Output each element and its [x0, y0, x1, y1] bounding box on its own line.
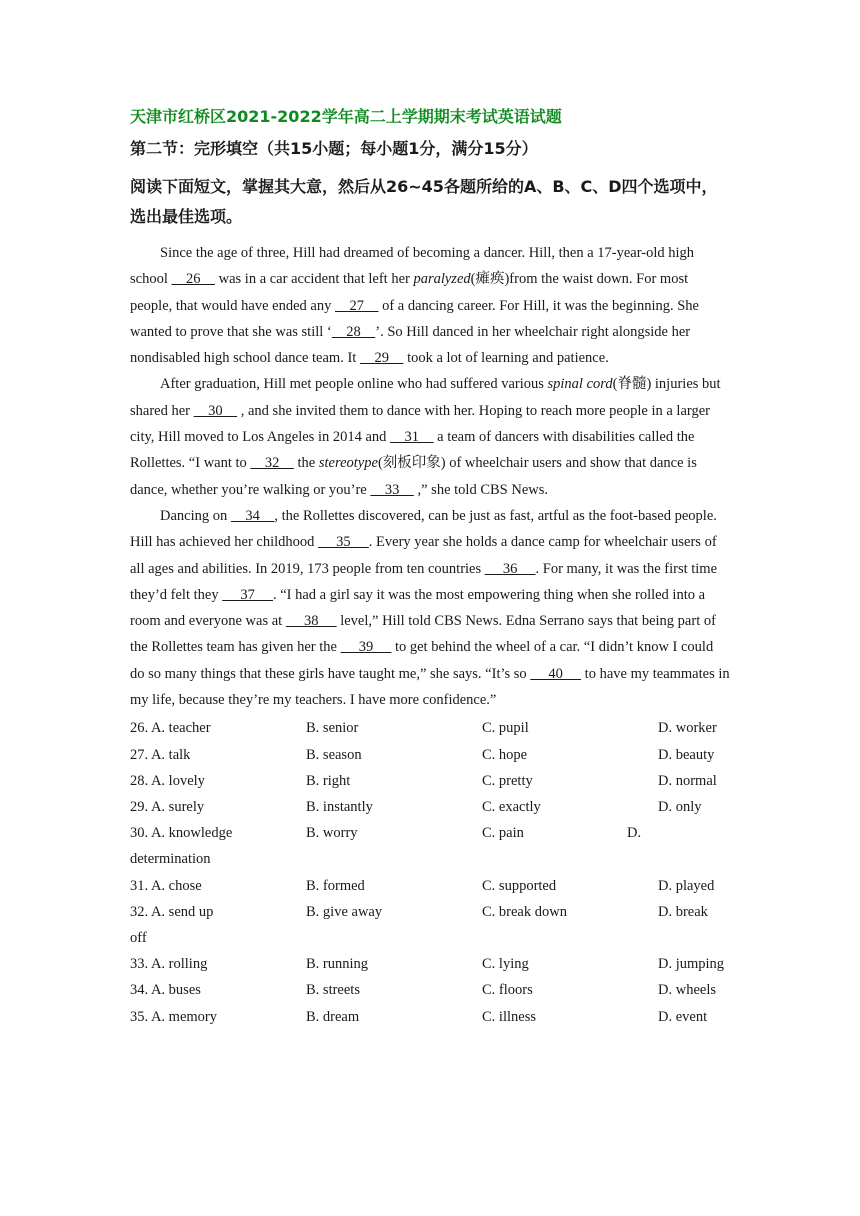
text-run: Since the age of three, Hill had dreamed of becoming a dancer. Hill, then a 17-year-old high school	[130, 245, 695, 288]
blank-39: 39	[340, 639, 392, 656]
option-c: C. exactly	[482, 798, 541, 815]
blank-29: 29	[359, 350, 404, 367]
text-run: , the Rollettes discovered, can be just as fast, artful as the foot-based people. Hill has achieved her childhood	[130, 507, 717, 551]
passage-paragraph-1	[130, 240, 730, 371]
text-run: a team of dancers with disabilities called the Rollettes. “I want to	[130, 429, 695, 472]
option-row	[130, 951, 730, 977]
option-d: D. wheels	[658, 982, 716, 999]
text-run: level,” Hill told CBS News. Edna Serrano says that being part of the Rollettes team has given her the	[130, 613, 716, 656]
text-run: Dancing on	[160, 507, 231, 524]
exam-title: 天津市红桥区2021-2022学年高二上学期期末考试英语试题	[130, 107, 562, 126]
option-a: 32. A. send up	[130, 903, 214, 920]
text-run: was in a car accident that left her	[214, 271, 414, 288]
option-a: 29. A. surely	[130, 798, 205, 815]
option-b: B. give away	[306, 903, 383, 920]
option-b: B. right	[306, 772, 351, 789]
option-a: 31. A. chose	[130, 877, 202, 894]
option-b: B. season	[306, 746, 362, 763]
option-d: D.	[627, 825, 642, 842]
option-row	[130, 899, 730, 925]
option-row	[130, 794, 730, 820]
blank-31: 31	[390, 429, 434, 446]
option-wrap-text: off	[130, 929, 147, 946]
blank-36: 36	[484, 560, 536, 577]
option-d: D. only	[658, 798, 702, 815]
italic-term: paralyzed	[413, 271, 471, 288]
blank-30: 30	[193, 402, 238, 419]
option-d: D. worker	[658, 720, 717, 737]
italic-term: spinal cord	[547, 376, 613, 393]
text-run: . For many, it was the first time they’d felt they	[130, 560, 718, 603]
text-run: . “I had a girl say it was the most empowering thing when she rolled into a room and everyone was at	[130, 586, 706, 630]
option-a: 30. A. knowledge	[130, 825, 233, 842]
text-run: . Every year she holds a dance camp for wheelchair users of all ages and abilities. In 2019, 173 people from ten countries	[130, 534, 717, 577]
option-row	[130, 715, 730, 741]
blank-28: 28	[331, 323, 376, 340]
option-c: C. lying	[482, 956, 529, 973]
text-run: the	[293, 455, 319, 472]
text-run: of a dancing career. For Hill, it was the beginning. She wanted to prove that she was still ‘	[130, 297, 699, 340]
option-b: B. formed	[306, 877, 365, 894]
option-c: C. pain	[482, 825, 524, 842]
blank-26: 26	[171, 271, 215, 288]
option-c: C. pretty	[482, 772, 533, 789]
text-run: ’. So Hill danced in her wheelchair right alongside her nondisabled high school dance team. It	[130, 323, 691, 367]
option-d: D. beauty	[658, 746, 715, 763]
option-d: D. played	[658, 877, 715, 894]
option-c: C. pupil	[482, 720, 529, 737]
option-c: C. hope	[482, 746, 528, 763]
text-run: took a lot of learning and patience.	[403, 350, 609, 367]
option-c: C. floors	[482, 982, 533, 999]
option-row	[130, 820, 730, 846]
text-run: (瘫痪)from the waist down. For most people, that would have ended any	[130, 271, 689, 314]
option-a: 26. A. teacher	[130, 720, 211, 737]
text-run: (刻板印象) of wheelchair users and show that dance is dance, whether you’re walking or you’re	[130, 455, 697, 498]
option-d: D. normal	[658, 772, 717, 789]
option-wrap-text: determination	[130, 851, 211, 868]
option-row	[130, 873, 730, 899]
option-b: B. streets	[306, 982, 360, 999]
text-run: to get behind the wheel of a car. “I didn’t know I could do so many things that these girls have taught me,” she says. “It’s so	[130, 639, 714, 682]
option-a: 27. A. talk	[130, 746, 191, 763]
text-run: (脊髓) injuries but shared her	[130, 376, 721, 419]
option-row	[130, 768, 730, 794]
option-d: D. break	[658, 903, 708, 920]
text-run: After graduation, Hill met people online who had suffered various	[160, 376, 548, 393]
blank-35: 35	[318, 534, 369, 551]
blank-34: 34	[230, 507, 275, 524]
option-a: 28. A. lovely	[130, 772, 205, 789]
option-b: B. senior	[306, 720, 359, 737]
blank-38: 38	[285, 613, 337, 630]
option-b: B. dream	[306, 1008, 360, 1025]
option-row	[130, 977, 730, 1003]
text-run: ,” she told CBS News.	[413, 481, 548, 498]
option-a: 33. A. rolling	[130, 956, 208, 973]
text-run: , and she invited them to dance with her. Hoping to reach more people in a larger city, Hill moved to Los Angeles in 2014 and	[130, 402, 710, 446]
option-b: B. running	[306, 956, 369, 973]
passage-paragraph-3	[130, 503, 730, 713]
passage-paragraph-2	[130, 371, 730, 502]
options-list	[130, 715, 730, 1029]
document-page	[130, 100, 730, 1030]
blank-27: 27	[334, 297, 379, 314]
option-c: C. break down	[482, 903, 567, 920]
blank-37: 37	[222, 586, 273, 603]
option-d: D. event	[658, 1008, 708, 1025]
option-c: C. supported	[482, 877, 557, 894]
italic-term: stereotype	[318, 455, 378, 472]
option-c: C. illness	[482, 1008, 536, 1025]
section-heading: 第二节：完形填空（共15小题；每小题1分，满分15分）	[130, 139, 538, 158]
option-b: B. instantly	[306, 798, 373, 815]
option-a: 35. A. memory	[130, 1008, 217, 1025]
option-row	[130, 1004, 730, 1030]
instructions: 阅读下面短文，掌握其大意，然后从26~45各题所给的A、B、C、D四个选项中，选出最佳选项。	[130, 177, 718, 226]
option-row	[130, 742, 730, 768]
option-b: B. worry	[306, 825, 358, 842]
option-d: D. jumping	[658, 956, 725, 973]
blank-33: 33	[370, 481, 414, 498]
text-run: to have my teammates in my life, because they’re my teachers. I have more confidence.”	[130, 665, 730, 709]
option-a: 34. A. buses	[130, 982, 201, 999]
blank-40: 40	[530, 665, 582, 682]
blank-32: 32	[250, 455, 294, 472]
